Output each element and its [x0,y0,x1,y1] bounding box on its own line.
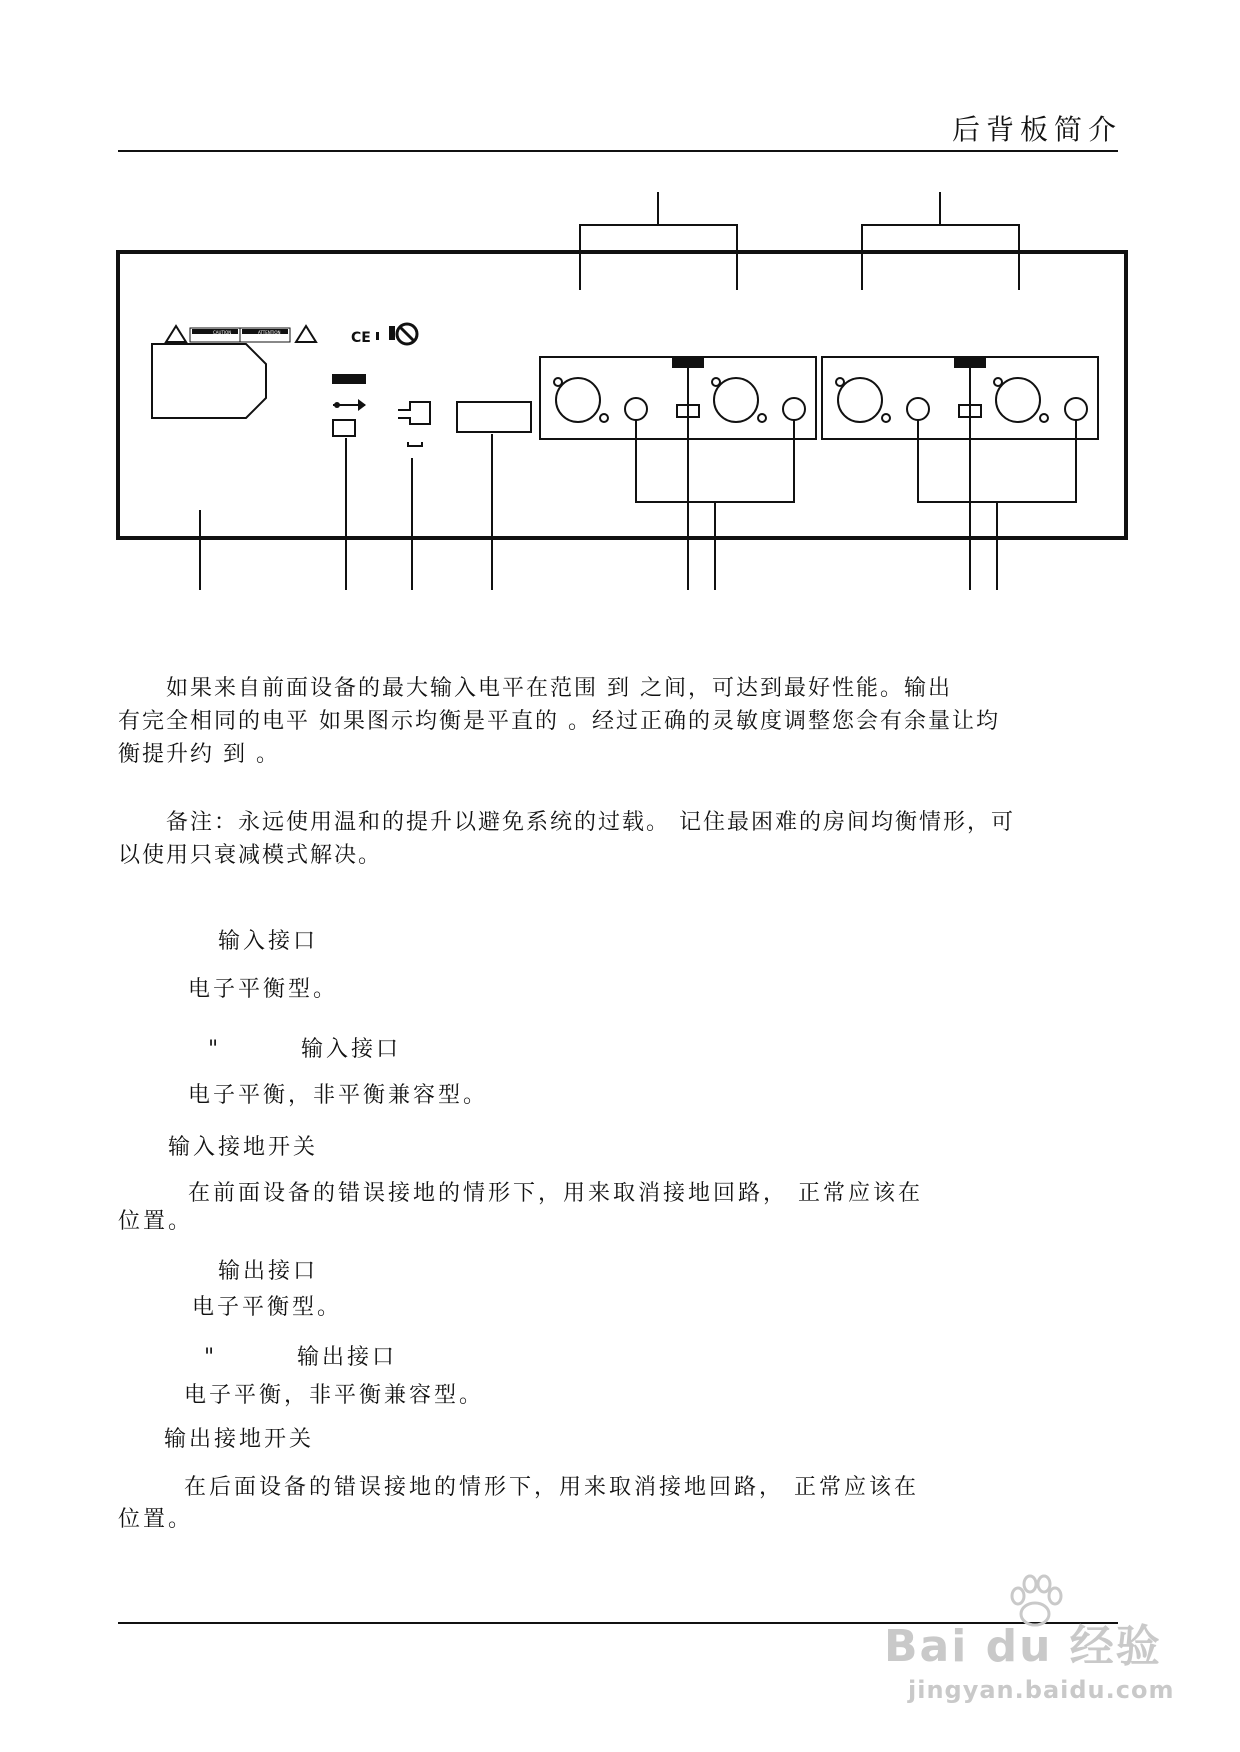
watermark-brand: Bai du 经验 [884,1621,1162,1672]
output-trs-heading: " 输出接口 [144,1345,398,1370]
input-ground-desc-cont: 位置。 [118,1209,194,1234]
intro-paragraph [118,672,1128,771]
input-ground-heading: 输入接地开关 [148,1135,318,1160]
input-trs-heading: " 输入接口 [148,1037,402,1062]
output-ground-heading: 输出接地开关 [144,1427,314,1452]
header-rule [118,150,1118,152]
note-line-2: 以使用只衰减模式解决。 [118,843,383,868]
svg-text:CE: CE [351,330,371,346]
intro-line-3: 衡提升约 到 。 [118,742,280,767]
output-trs-desc: 电子平衡，非平衡兼容型。 [144,1383,484,1408]
output-xlr-heading: 输出接口 [148,1259,318,1284]
input-trs-desc: 电子平衡，非平衡兼容型。 [148,1083,488,1108]
note-paragraph [118,806,1128,872]
attention-label: ATTENTION [258,330,281,335]
note-line-1: 备注：永远使用温和的提升以避免系统的过载。 记住最困难的房间均衡情形，可 [118,810,1015,835]
input-xlr-heading: 输入接口 [148,929,318,954]
input-ground-desc: 在前面设备的错误接地的情形下，用来取消接地回路， 正常应该在 [148,1181,923,1206]
page-title: 后背板简介 [951,113,1122,146]
watermark-url: jingyan.baidu.com [908,1676,1175,1704]
caution-label: CAUTION [213,330,232,335]
rear-panel-diagram [0,180,1240,600]
output-ground-desc: 在后面设备的错误接地的情形下，用来取消接地回路， 正常应该在 [144,1475,919,1500]
intro-line-2: 有完全相同的电平 如果图示均衡是平直的 。经过正确的灵敏度调整您会有余量让均 [118,709,1000,734]
intro-line-1: 如果来自前面设备的最大输入电平在范围 到 之间，可达到最好性能。输出 [118,676,952,701]
output-ground-desc-cont: 位置。 [118,1507,194,1532]
input-xlr-desc: 电子平衡型。 [148,977,338,1002]
output-xlr-desc: 电子平衡型。 [152,1295,342,1320]
